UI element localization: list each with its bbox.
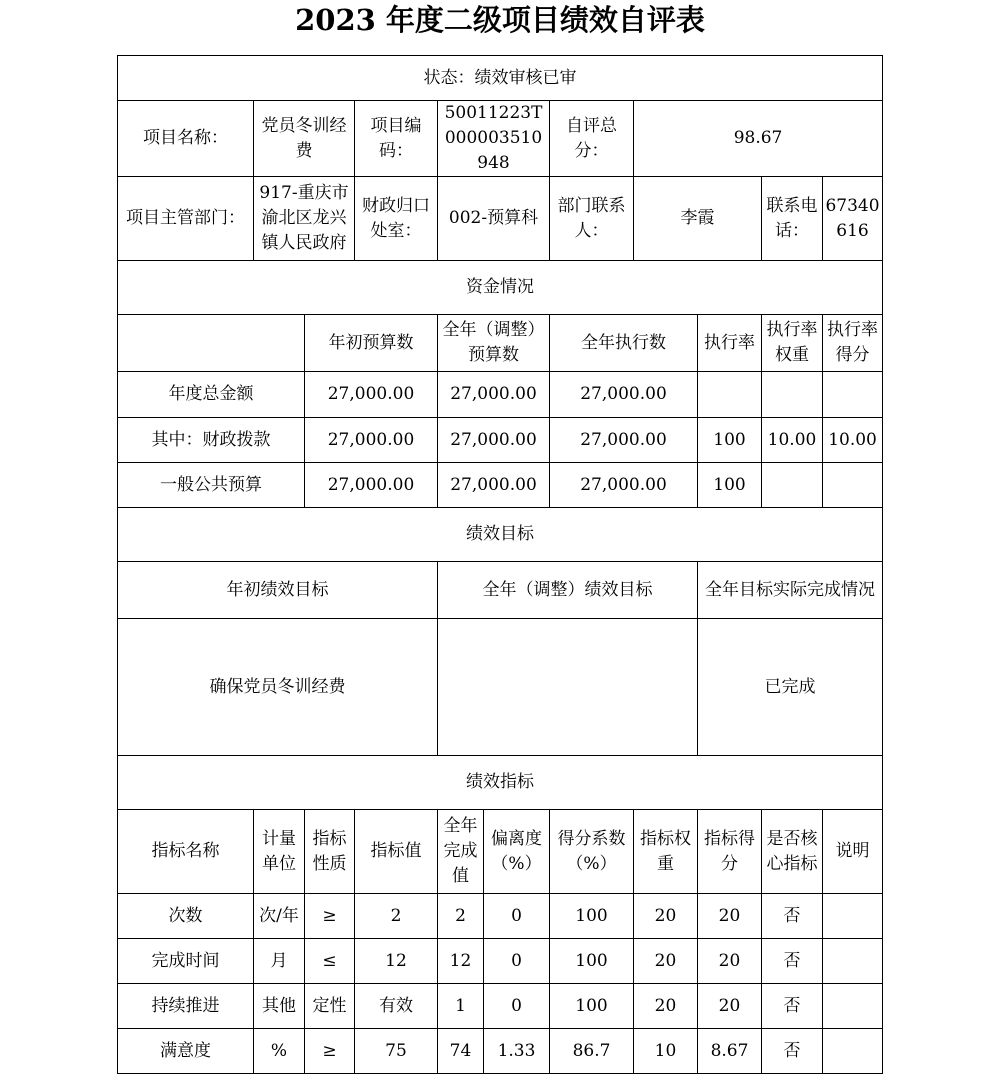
funds-weight: [762, 463, 823, 508]
funds-weight: 10.00: [762, 418, 823, 463]
funds-row-label: 年度总金额: [118, 372, 305, 418]
dept-value: 917-重庆市渝北区龙兴镇人民政府: [254, 177, 355, 261]
self-evaluation-table: [117, 55, 883, 1074]
project-name: 党员冬训经费: [254, 101, 355, 177]
funds-header-score: 执行率得分: [823, 315, 883, 372]
ind-note: [823, 1029, 883, 1074]
contact-value: 李霞: [634, 177, 762, 261]
ind-score: 8.67: [698, 1029, 762, 1074]
indicator-row: [118, 939, 883, 984]
funds-row: [118, 418, 883, 463]
ind-weight: 10: [634, 1029, 698, 1074]
phone-label: 联系电话：: [762, 177, 823, 261]
self-score-label: 自评总分：: [550, 101, 634, 177]
phone-value: 67340616: [823, 177, 883, 261]
funds-executed: 27,000.00: [550, 372, 698, 418]
ind-header-target: 指标值: [355, 810, 438, 894]
ind-score: 20: [698, 894, 762, 939]
ind-nature: 定性: [305, 984, 355, 1029]
contact-label: 部门联系人：: [550, 177, 634, 261]
ind-core: 否: [762, 894, 823, 939]
funds-row: [118, 463, 883, 508]
ind-nature: ≤: [305, 939, 355, 984]
dept-label: 项目主管部门：: [118, 177, 254, 261]
ind-core: 否: [762, 939, 823, 984]
ind-coef: 100: [550, 984, 634, 1029]
ind-deviation: 0: [484, 939, 550, 984]
ind-unit: 月: [254, 939, 305, 984]
ind-weight: 20: [634, 984, 698, 1029]
ind-name: 持续推进: [118, 984, 254, 1029]
indicator-row: [118, 1029, 883, 1074]
self-score: 98.67: [634, 101, 883, 177]
indicator-row: [118, 894, 883, 939]
indicator-row: [118, 984, 883, 1029]
ind-note: [823, 894, 883, 939]
ind-header-core: 是否核心指标: [762, 810, 823, 894]
funds-header-adjusted: 全年（调整）预算数: [438, 315, 550, 372]
office-label: 财政归口处室：: [355, 177, 438, 261]
ind-name: 满意度: [118, 1029, 254, 1074]
ind-target: 有效: [355, 984, 438, 1029]
funds-row-label: 一般公共预算: [118, 463, 305, 508]
funds-header-weight: 执行率权重: [762, 315, 823, 372]
ind-score: 20: [698, 984, 762, 1029]
funds-adjusted: 27,000.00: [438, 418, 550, 463]
project-code: 50011223T000003510948: [438, 101, 550, 177]
project-code-label: 项目编码：: [355, 101, 438, 177]
ind-weight: 20: [634, 939, 698, 984]
funds-initial: 27,000.00: [305, 463, 438, 508]
funds-weight: [762, 372, 823, 418]
funds-section-title: 资金情况: [118, 261, 883, 315]
ind-core: 否: [762, 984, 823, 1029]
ind-header-coef: 得分系数（%）: [550, 810, 634, 894]
ind-header-actual: 全年完成值: [438, 810, 484, 894]
funds-adjusted: 27,000.00: [438, 463, 550, 508]
funds-initial: 27,000.00: [305, 372, 438, 418]
ind-target: 75: [355, 1029, 438, 1074]
ind-target: 2: [355, 894, 438, 939]
ind-deviation: 0: [484, 894, 550, 939]
ind-header-deviation: 偏离度（%）: [484, 810, 550, 894]
ind-unit: 次/年: [254, 894, 305, 939]
ind-target: 12: [355, 939, 438, 984]
funds-score: 10.00: [823, 418, 883, 463]
ind-header-note: 说明: [823, 810, 883, 894]
goals-actual: 已完成: [698, 619, 883, 756]
goals-header-actual: 全年目标实际完成情况: [698, 562, 883, 619]
office-value: 002-预算科: [438, 177, 550, 261]
ind-name: 次数: [118, 894, 254, 939]
funds-row-label: 其中：财政拨款: [118, 418, 305, 463]
ind-header-score: 指标得分: [698, 810, 762, 894]
ind-unit: 其他: [254, 984, 305, 1029]
funds-adjusted: 27,000.00: [438, 372, 550, 418]
ind-coef: 100: [550, 939, 634, 984]
goals-initial: 确保党员冬训经费: [118, 619, 438, 756]
goals-header-initial: 年初绩效目标: [118, 562, 438, 619]
goals-adjusted: [438, 619, 698, 756]
goals-header-adjusted: 全年（调整）绩效目标: [438, 562, 698, 619]
ind-header-unit: 计量单位: [254, 810, 305, 894]
ind-coef: 86.7: [550, 1029, 634, 1074]
ind-name: 完成时间: [118, 939, 254, 984]
funds-rate: [698, 372, 762, 418]
funds-header-initial: 年初预算数: [305, 315, 438, 372]
funds-score: [823, 372, 883, 418]
ind-actual: 1: [438, 984, 484, 1029]
funds-header-blank: [118, 315, 305, 372]
indicators-section-title: 绩效指标: [118, 756, 883, 810]
status-text: 状态：绩效审核已审: [118, 56, 883, 101]
ind-deviation: 1.33: [484, 1029, 550, 1074]
ind-score: 20: [698, 939, 762, 984]
ind-note: [823, 939, 883, 984]
funds-header-executed: 全年执行数: [550, 315, 698, 372]
funds-executed: 27,000.00: [550, 463, 698, 508]
funds-header-rate: 执行率: [698, 315, 762, 372]
ind-coef: 100: [550, 894, 634, 939]
project-name-label: 项目名称：: [118, 101, 254, 177]
funds-score: [823, 463, 883, 508]
funds-rate: 100: [698, 463, 762, 508]
funds-rate: 100: [698, 418, 762, 463]
page-title: 2023 年度二级项目绩效自评表: [295, 3, 705, 37]
ind-header-name: 指标名称: [118, 810, 254, 894]
funds-row: [118, 372, 883, 418]
ind-actual: 2: [438, 894, 484, 939]
ind-nature: ≥: [305, 1029, 355, 1074]
ind-header-weight: 指标权重: [634, 810, 698, 894]
ind-actual: 74: [438, 1029, 484, 1074]
ind-core: 否: [762, 1029, 823, 1074]
ind-deviation: 0: [484, 984, 550, 1029]
funds-initial: 27,000.00: [305, 418, 438, 463]
ind-weight: 20: [634, 894, 698, 939]
ind-header-nature: 指标性质: [305, 810, 355, 894]
funds-executed: 27,000.00: [550, 418, 698, 463]
ind-note: [823, 984, 883, 1029]
goals-section-title: 绩效目标: [118, 508, 883, 562]
ind-actual: 12: [438, 939, 484, 984]
ind-unit: %: [254, 1029, 305, 1074]
ind-nature: ≥: [305, 894, 355, 939]
